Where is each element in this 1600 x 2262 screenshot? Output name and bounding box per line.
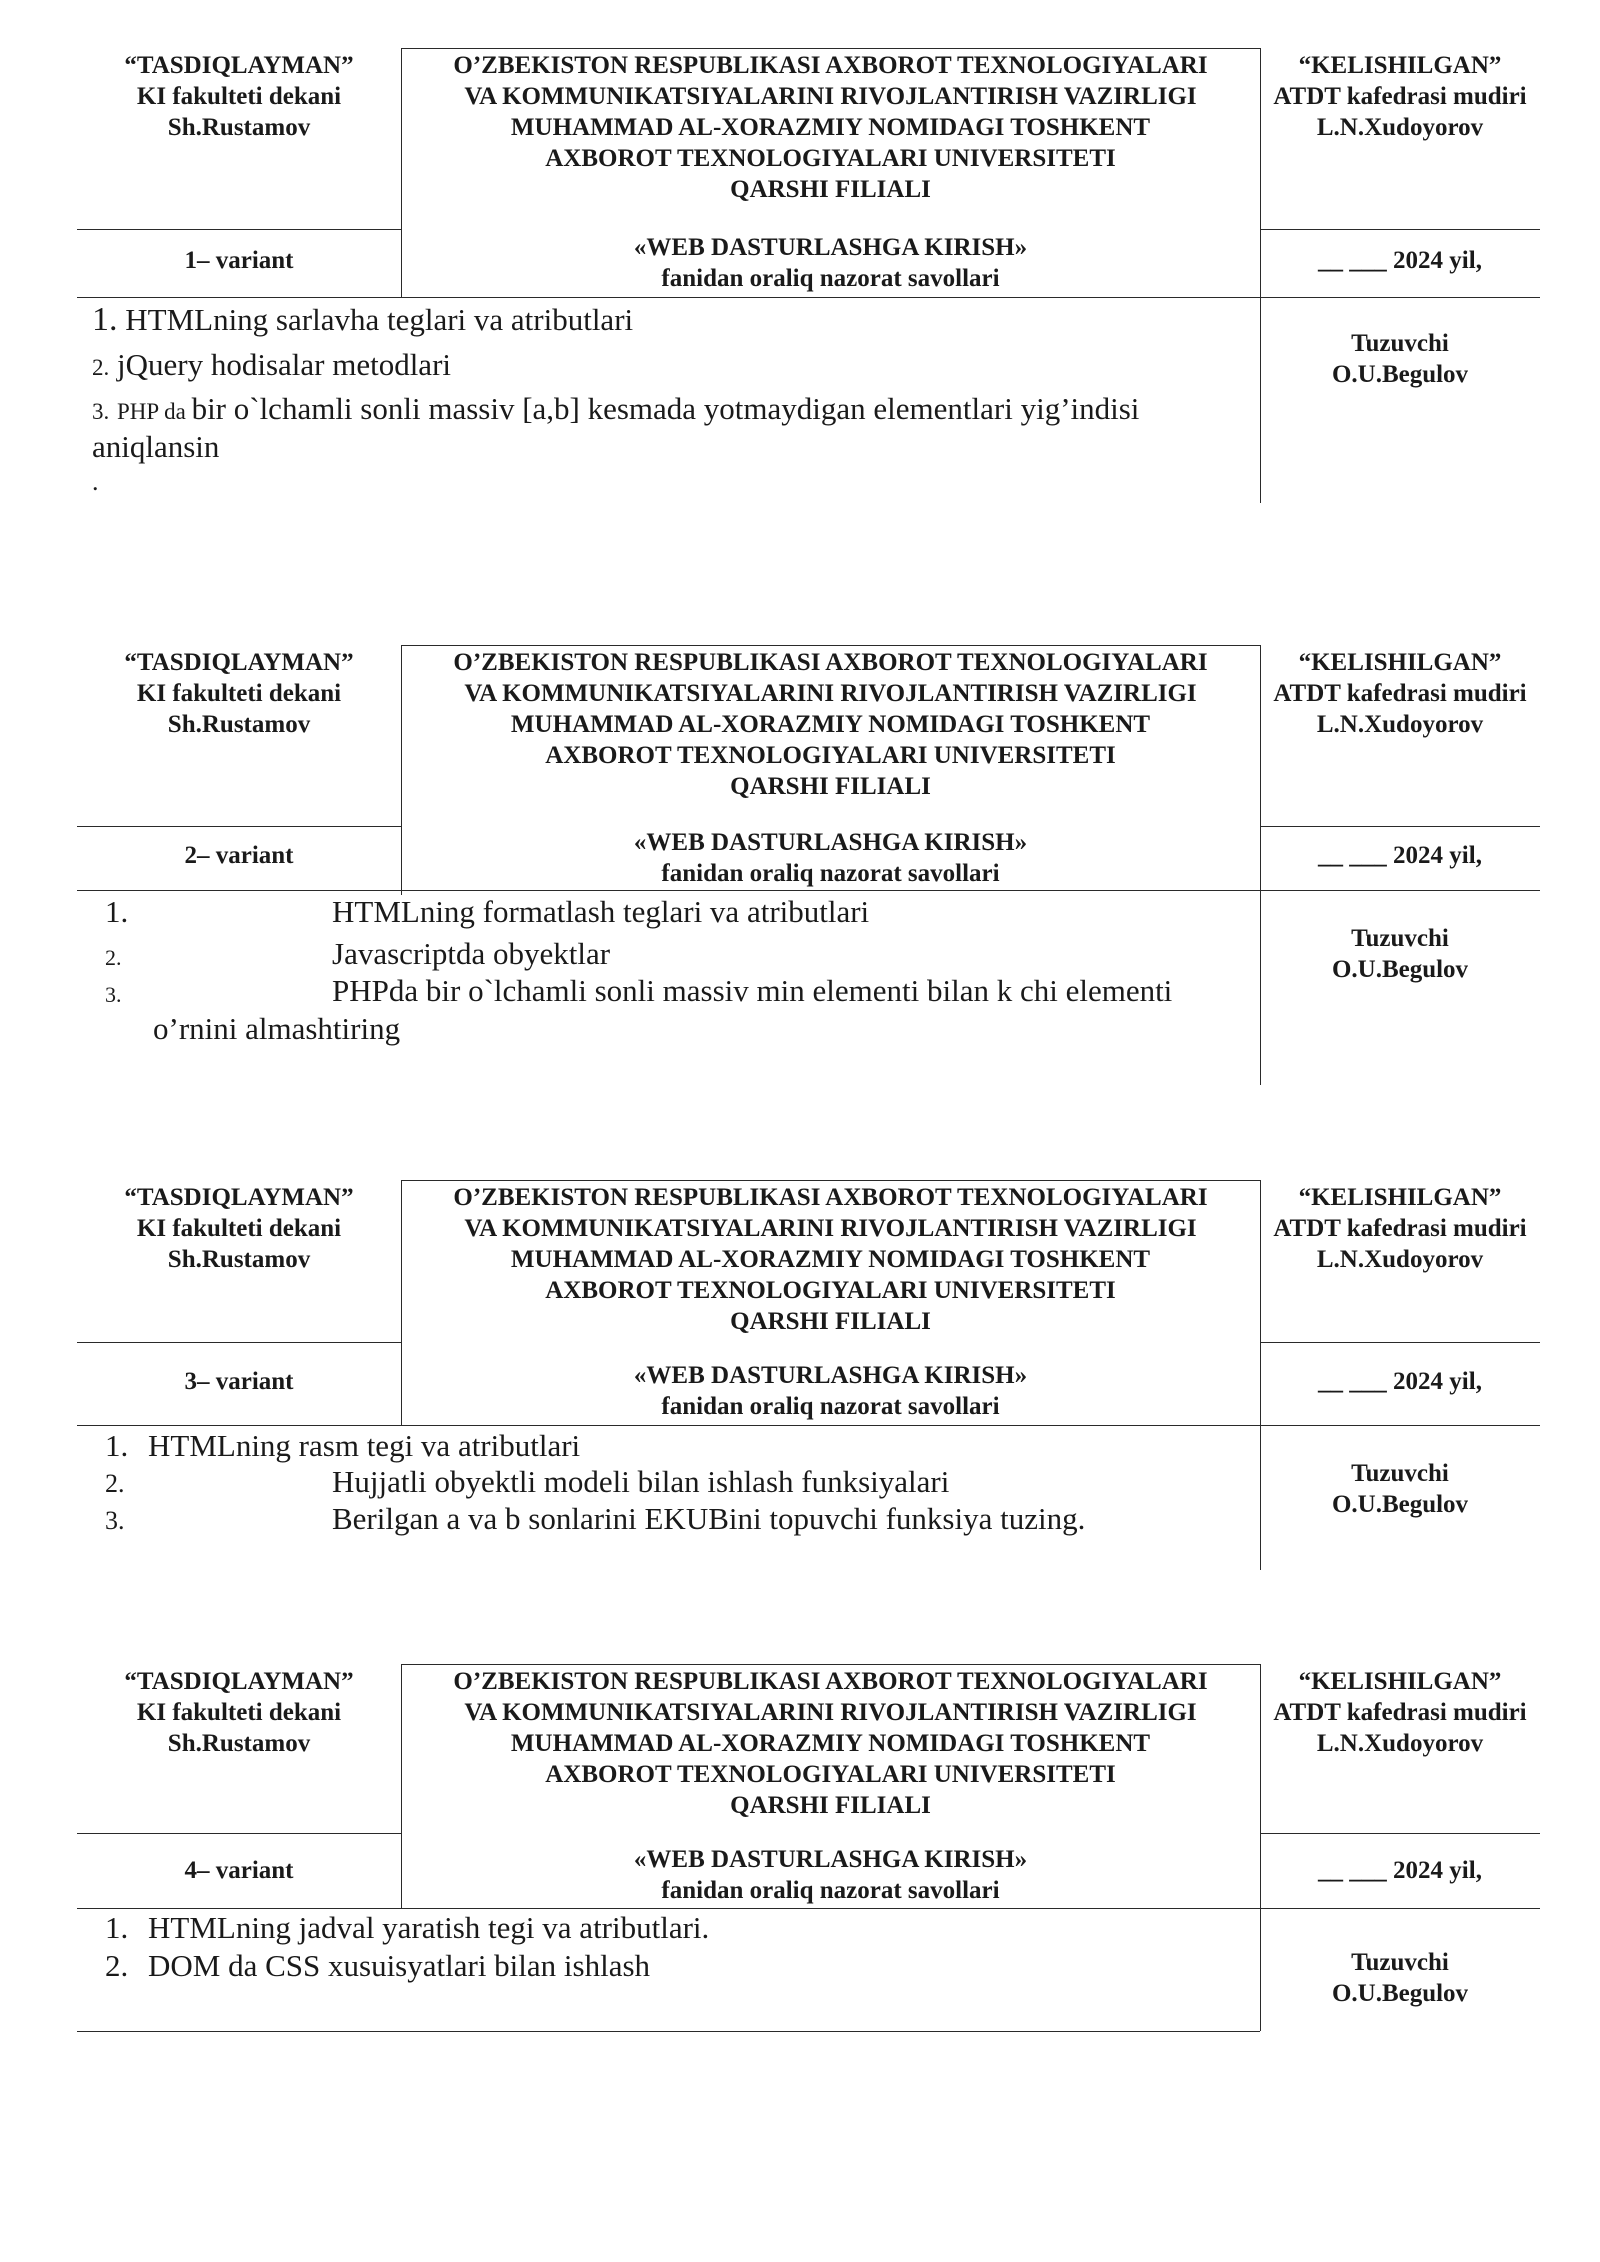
org-line: QARSHI FILIALI bbox=[730, 773, 931, 800]
agreement-title: “KELISHILGAN” bbox=[1298, 52, 1502, 79]
question-text: Berilgan a va b sonlarini EKUBini topuvchi funksiya tuzing. bbox=[332, 1501, 1086, 1536]
question-number: 2. bbox=[105, 1948, 129, 1983]
agreement-title: “KELISHILGAN” bbox=[1298, 649, 1502, 676]
variant-label: 4– variant bbox=[184, 1857, 294, 1884]
question-item bbox=[105, 1427, 580, 1465]
question-text: Hujjatli obyektli modeli bilan ishlash funksiyalari bbox=[332, 1464, 950, 1499]
question-number: 2. bbox=[92, 355, 110, 380]
question-number: 2. bbox=[105, 945, 122, 970]
compiler-title: Tuzuvchi bbox=[1351, 330, 1449, 357]
question-text: HTMLning formatlash teglari va atributlari bbox=[332, 894, 870, 929]
question-text: DOM da CSS xusuisyatlari bilan ishlash bbox=[148, 1948, 651, 1983]
subject-line: fanidan oraliq nazorat savollari bbox=[661, 1393, 1000, 1420]
agreement-title: “KELISHILGAN” bbox=[1298, 1184, 1502, 1211]
question-item bbox=[92, 346, 451, 387]
organization-header bbox=[401, 1666, 1260, 1821]
org-line: QARSHI FILIALI bbox=[730, 176, 931, 203]
question-text: Javascriptda obyektlar bbox=[332, 936, 611, 971]
compiler-title: Tuzuvchi bbox=[1351, 1460, 1449, 1487]
subject-line: fanidan oraliq nazorat savollari bbox=[661, 1877, 1000, 1904]
org-line: MUHAMMAD AL-XORAZMIY NOMIDAGI TOSHKENT bbox=[510, 711, 1151, 738]
subject-title bbox=[401, 232, 1260, 294]
date-field: __ ___ 2024 yil, bbox=[1318, 247, 1482, 274]
agreement-role: ATDT kafedrasi mudiri bbox=[1273, 83, 1527, 110]
org-line: AXBOROT TEXNOLOGIYALARI UNIVERSITETI bbox=[545, 1761, 1116, 1788]
question-number: 3. bbox=[105, 1506, 125, 1535]
question-text: HTMLning rasm tegi va atributlari bbox=[148, 1428, 581, 1463]
organization-header bbox=[401, 647, 1260, 802]
subject-title bbox=[401, 1360, 1260, 1422]
org-line: QARSHI FILIALI bbox=[730, 1308, 931, 1335]
question-text: bir o`lchamli sonli massiv [a,b] kesmada yotmaydigan elementlari yig’indisi bbox=[191, 391, 1140, 426]
question-number: 1. bbox=[105, 894, 129, 929]
agreement-name: L.N.Xudoyorov bbox=[1316, 1246, 1484, 1273]
org-line: O’ZBEKISTON RESPUBLIKASI AXBOROT TEXNOLOGIYALARI bbox=[453, 1668, 1208, 1695]
date-field: __ ___ 2024 yil, bbox=[1318, 1368, 1482, 1395]
question-number: 2. bbox=[105, 1469, 125, 1498]
question-text: jQuery hodisalar metodlari bbox=[117, 347, 452, 382]
org-line: O’ZBEKISTON RESPUBLIKASI AXBOROT TEXNOLOGIYALARI bbox=[453, 52, 1208, 79]
agreement-name: L.N.Xudoyorov bbox=[1316, 1730, 1484, 1757]
org-line: AXBOROT TEXNOLOGIYALARI UNIVERSITETI bbox=[545, 742, 1116, 769]
approval-title: “TASDIQLAYMAN” bbox=[124, 1668, 354, 1695]
compiler-block bbox=[1260, 1947, 1540, 2009]
exam-card-variant-3 bbox=[77, 1180, 1540, 1570]
approval-role: KI fakulteti dekani bbox=[136, 680, 342, 707]
org-line: MUHAMMAD AL-XORAZMIY NOMIDAGI TOSHKENT bbox=[510, 114, 1151, 141]
agreement-block bbox=[1260, 647, 1540, 740]
org-line: O’ZBEKISTON RESPUBLIKASI AXBOROT TEXNOLOGIYALARI bbox=[453, 649, 1208, 676]
org-line: VA KOMMUNIKATSIYALARINI RIVOJLANTIRISH VAZIRLIGI bbox=[464, 680, 1197, 707]
question-continuation: aniqlansin bbox=[92, 429, 220, 464]
compiler-name: O.U.Begulov bbox=[1331, 1491, 1469, 1518]
approval-role: KI fakulteti dekani bbox=[136, 1215, 342, 1242]
subject-title bbox=[401, 827, 1260, 889]
approval-block bbox=[77, 1182, 401, 1275]
question-number: 3. bbox=[105, 982, 122, 1007]
compiler-block bbox=[1260, 328, 1540, 390]
exam-card-variant-1 bbox=[77, 48, 1540, 503]
question-text: HTMLning jadval yaratish tegi va atributlari. bbox=[148, 1910, 710, 1945]
approval-title: “TASDIQLAYMAN” bbox=[124, 1184, 354, 1211]
org-line: AXBOROT TEXNOLOGIYALARI UNIVERSITETI bbox=[545, 1277, 1116, 1304]
approval-block bbox=[77, 647, 401, 740]
subject-line: fanidan oraliq nazorat savollari bbox=[661, 860, 1000, 887]
approval-title: “TASDIQLAYMAN” bbox=[124, 52, 354, 79]
org-line: O’ZBEKISTON RESPUBLIKASI AXBOROT TEXNOLOGIYALARI bbox=[453, 1184, 1208, 1211]
compiler-block bbox=[1260, 923, 1540, 985]
approval-title: “TASDIQLAYMAN” bbox=[124, 649, 354, 676]
date-field: __ ___ 2024 yil, bbox=[1318, 1857, 1482, 1884]
org-line: MUHAMMAD AL-XORAZMIY NOMIDAGI TOSHKENT bbox=[510, 1730, 1151, 1757]
compiler-name: O.U.Begulov bbox=[1331, 1980, 1469, 2007]
subject-line: fanidan oraliq nazorat savollari bbox=[661, 265, 1000, 292]
agreement-role: ATDT kafedrasi mudiri bbox=[1273, 1699, 1527, 1726]
organization-header bbox=[401, 50, 1260, 205]
compiler-block bbox=[1260, 1458, 1540, 1520]
agreement-role: ATDT kafedrasi mudiri bbox=[1273, 680, 1527, 707]
agreement-role: ATDT kafedrasi mudiri bbox=[1273, 1215, 1527, 1242]
variant-label: 1– variant bbox=[184, 247, 294, 274]
question-item bbox=[92, 390, 1139, 431]
org-line: MUHAMMAD AL-XORAZMIY NOMIDAGI TOSHKENT bbox=[510, 1246, 1151, 1273]
question-text: PHPda bir o`lchamli sonli massiv min elementi bilan k chi elementi bbox=[332, 973, 1173, 1008]
trailing-mark: . bbox=[92, 467, 99, 496]
org-line: AXBOROT TEXNOLOGIYALARI UNIVERSITETI bbox=[545, 145, 1116, 172]
question-item bbox=[105, 1909, 709, 1947]
agreement-title: “KELISHILGAN” bbox=[1298, 1668, 1502, 1695]
agreement-block bbox=[1260, 1182, 1540, 1275]
compiler-title: Tuzuvchi bbox=[1351, 1949, 1449, 1976]
question-number: 1. bbox=[105, 1428, 129, 1463]
question-text: HTMLning sarlavha teglari va atributlari bbox=[125, 302, 634, 337]
subject-line: «WEB DASTURLASHGA KIRISH» bbox=[633, 829, 1028, 856]
compiler-title: Tuzuvchi bbox=[1351, 925, 1449, 952]
approval-name: Sh.Rustamov bbox=[167, 1246, 311, 1273]
agreement-block bbox=[1260, 50, 1540, 143]
org-line: VA KOMMUNIKATSIYALARINI RIVOJLANTIRISH VAZIRLIGI bbox=[464, 1699, 1197, 1726]
question-prefix: PHP da bbox=[117, 399, 192, 424]
compiler-name: O.U.Begulov bbox=[1331, 361, 1469, 388]
approval-name: Sh.Rustamov bbox=[167, 114, 311, 141]
question-item bbox=[105, 1947, 650, 1985]
compiler-name: O.U.Begulov bbox=[1331, 956, 1469, 983]
organization-header bbox=[401, 1182, 1260, 1337]
question-item bbox=[92, 301, 633, 339]
subject-line: «WEB DASTURLASHGA KIRISH» bbox=[633, 1362, 1028, 1389]
subject-line: «WEB DASTURLASHGA KIRISH» bbox=[633, 1846, 1028, 1873]
question-number: 1. bbox=[105, 1910, 129, 1945]
question-number: 1. bbox=[92, 301, 118, 338]
question-continuation: o’rnini almashtiring bbox=[153, 1011, 401, 1046]
subject-title bbox=[401, 1844, 1260, 1906]
org-line: VA KOMMUNIKATSIYALARINI RIVOJLANTIRISH VAZIRLIGI bbox=[464, 1215, 1197, 1242]
agreement-name: L.N.Xudoyorov bbox=[1316, 114, 1484, 141]
approval-name: Sh.Rustamov bbox=[167, 1730, 311, 1757]
approval-block bbox=[77, 50, 401, 143]
subject-line: «WEB DASTURLASHGA KIRISH» bbox=[633, 234, 1028, 261]
variant-label: 2– variant bbox=[184, 842, 294, 869]
org-line: VA KOMMUNIKATSIYALARINI RIVOJLANTIRISH VAZIRLIGI bbox=[464, 83, 1197, 110]
approval-block bbox=[77, 1666, 401, 1759]
agreement-block bbox=[1260, 1666, 1540, 1759]
agreement-name: L.N.Xudoyorov bbox=[1316, 711, 1484, 738]
question-number: 3. bbox=[92, 399, 110, 424]
approval-role: KI fakulteti dekani bbox=[136, 83, 342, 110]
exam-card-variant-2 bbox=[77, 645, 1540, 1085]
exam-card-variant-4 bbox=[77, 1664, 1540, 2034]
org-line: QARSHI FILIALI bbox=[730, 1792, 931, 1819]
date-field: __ ___ 2024 yil, bbox=[1318, 842, 1482, 869]
approval-role: KI fakulteti dekani bbox=[136, 1699, 342, 1726]
variant-label: 3– variant bbox=[184, 1368, 294, 1395]
approval-name: Sh.Rustamov bbox=[167, 711, 311, 738]
